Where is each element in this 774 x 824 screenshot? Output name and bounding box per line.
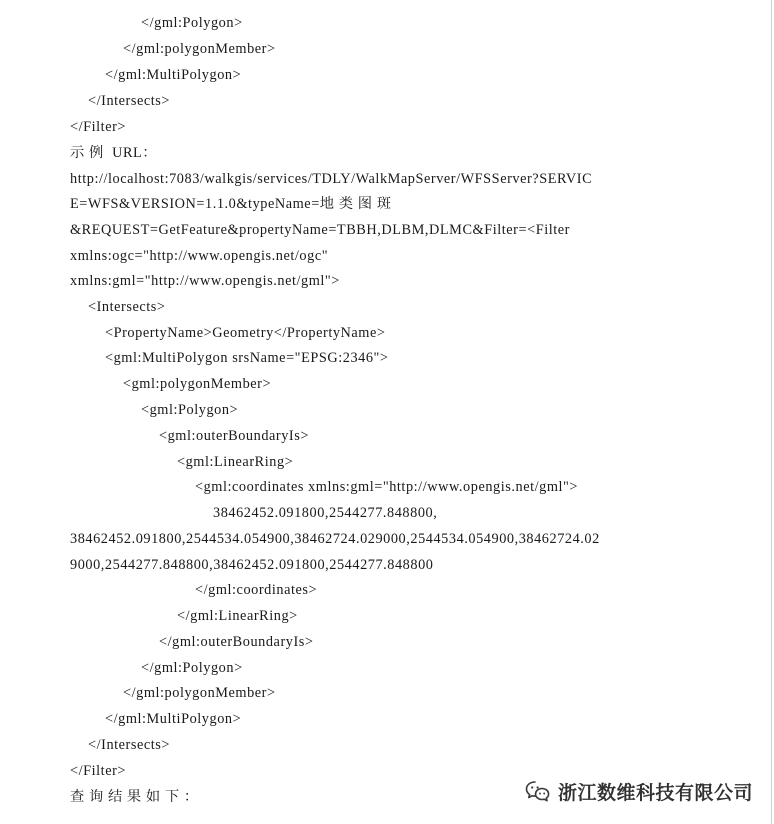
code-line: <gml:MultiPolygon srsName="EPSG:2346">: [105, 350, 389, 366]
code-line: <Intersects>: [88, 299, 166, 315]
code-line: <gml:Polygon>: [141, 402, 239, 418]
code-line: </gml:Polygon>: [141, 15, 243, 31]
code-line: </Filter>: [70, 763, 127, 779]
code-line: <gml:LinearRing>: [177, 454, 294, 470]
query-result-label: 查 询 结 果 如 下 ：: [70, 789, 199, 805]
coordinates-line: 9000,2544277.848800,38462452.091800,2544277.848800: [70, 557, 434, 573]
code-line: </gml:LinearRing>: [177, 608, 298, 624]
url-line: E=WFS&VERSION=1.1.0&typeName=地 类 图 斑: [70, 196, 392, 212]
code-line: <gml:polygonMember>: [123, 376, 272, 392]
code-line: </gml:polygonMember>: [123, 41, 276, 57]
code-line: </gml:outerBoundaryIs>: [159, 634, 314, 650]
url-line: xmlns:ogc="http://www.opengis.net/ogc": [70, 248, 329, 264]
example-url-label: 示 例 URL：: [70, 145, 158, 161]
coordinates-line: 38462452.091800,2544534.054900,38462724.029000,2544534.054900,38462724.02: [70, 531, 600, 547]
code-line: </gml:coordinates>: [195, 582, 318, 598]
wechat-icon: [524, 777, 552, 805]
url-line: xmlns:gml="http://www.opengis.net/gml">: [70, 273, 340, 289]
code-line: </gml:MultiPolygon>: [105, 67, 242, 83]
code-line: </Filter>: [70, 119, 127, 135]
watermark-text: 浙江数维科技有限公司: [558, 781, 754, 804]
coordinates-line: 38462452.091800,2544277.848800,: [213, 505, 438, 521]
code-line: </Intersects>: [88, 93, 171, 109]
code-line: </gml:polygonMember>: [123, 685, 276, 701]
code-line: <PropertyName>Geometry</PropertyName>: [105, 325, 386, 341]
code-line: </gml:MultiPolygon>: [105, 711, 242, 727]
code-line: </Intersects>: [88, 737, 171, 753]
code-line: </gml:Polygon>: [141, 660, 243, 676]
wechat-watermark: [524, 776, 753, 806]
code-line: <gml:coordinates xmlns:gml="http://www.opengis.net/gml">: [195, 479, 579, 495]
code-line: <gml:outerBoundaryIs>: [159, 428, 309, 444]
page-right-border: [771, 0, 772, 824]
url-line: http://localhost:7083/walkgis/services/TDLY/WalkMapServer/WFSServer?SERVIC: [70, 171, 593, 187]
url-line: &REQUEST=GetFeature&propertyName=TBBH,DLBM,DLMC&Filter=<Filter: [70, 222, 570, 238]
